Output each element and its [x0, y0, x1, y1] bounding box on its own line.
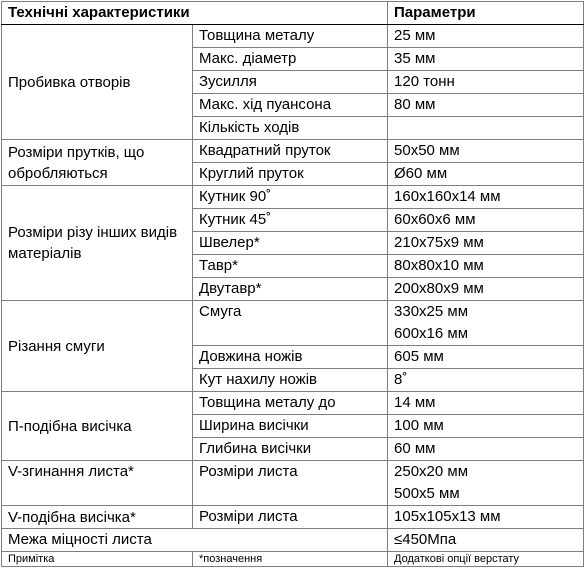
- param-name: Розміри листа: [193, 461, 388, 506]
- param-value: 14 мм: [388, 392, 584, 415]
- param-name: Кутник 90˚: [193, 186, 388, 209]
- param-value: Ø60 мм: [388, 163, 584, 186]
- group-label-u-notch: П-подібна висічка: [2, 392, 193, 461]
- param-value-line: 500x5 мм: [394, 485, 460, 502]
- param-name: Макс. діаметр: [193, 48, 388, 71]
- param-name: Двутавр*: [193, 278, 388, 301]
- table-row: [2, 461, 584, 506]
- table-header-row: [2, 2, 584, 25]
- param-value-line: 330x25 мм: [394, 303, 469, 320]
- group-label-bars: Розміри прутків, що обробляються: [2, 140, 193, 186]
- param-name: Кутник 45˚: [193, 209, 388, 232]
- param-name: Товщина металу: [193, 25, 388, 48]
- param-name: Смуга: [193, 301, 388, 346]
- param-name: Кут нахилу ножів: [193, 369, 388, 392]
- note-options: Додаткові опції верстату: [388, 552, 584, 567]
- header-parameters: Параметри: [388, 2, 584, 25]
- footer-note-row: [2, 552, 584, 567]
- param-value: 80x80x10 мм: [388, 255, 584, 278]
- param-name: Круглий пруток: [193, 163, 388, 186]
- param-value: 8˚: [388, 369, 584, 392]
- param-name: Макс. хід пуансона: [193, 94, 388, 117]
- param-value-line: 600x16 мм: [394, 325, 469, 342]
- param-value: 605 мм: [388, 346, 584, 369]
- table-row: [2, 392, 584, 415]
- table-row: [2, 529, 584, 552]
- param-value-line: 250x20 мм: [394, 463, 469, 480]
- param-value: [388, 117, 584, 140]
- param-name: Швелер*: [193, 232, 388, 255]
- table-row: [2, 140, 584, 163]
- group-label-profiles: Розміри різу інших видів матеріалів: [2, 186, 193, 301]
- param-value: ≤450Мпа: [388, 529, 584, 552]
- param-value: 160x160x14 мм: [388, 186, 584, 209]
- group-label-strip: Різання смуги: [2, 301, 193, 392]
- param-value: [388, 461, 584, 506]
- table-row: [2, 506, 584, 529]
- param-value: 105x105x13 мм: [388, 506, 584, 529]
- specs-table: [1, 1, 584, 567]
- param-name: Кількість ходів: [193, 117, 388, 140]
- param-value: 35 мм: [388, 48, 584, 71]
- note-mark: *позначення: [193, 552, 388, 567]
- param-name: Товщина металу до: [193, 392, 388, 415]
- group-label-v-bending: V-згинання листа*: [2, 461, 193, 506]
- table-row: [2, 25, 584, 48]
- param-name: Розміри листа: [193, 506, 388, 529]
- table-row: [2, 301, 584, 346]
- param-name: Ширина висічки: [193, 415, 388, 438]
- header-characteristics: Технічні характеристики: [2, 2, 388, 25]
- param-value: 80 мм: [388, 94, 584, 117]
- param-name: Зусилля: [193, 71, 388, 94]
- group-label-punching: Пробивка отворів: [2, 25, 193, 140]
- param-value: 50x50 мм: [388, 140, 584, 163]
- param-name: Глибина висічки: [193, 438, 388, 461]
- param-value: 60x60x6 мм: [388, 209, 584, 232]
- param-value: 100 мм: [388, 415, 584, 438]
- note-label: Примітка: [2, 552, 193, 567]
- group-label-v-notch: V-подібна висічка*: [2, 506, 193, 529]
- param-value: 210x75x9 мм: [388, 232, 584, 255]
- param-value: 120 тонн: [388, 71, 584, 94]
- table-row: [2, 186, 584, 209]
- param-value: 60 мм: [388, 438, 584, 461]
- param-value: 25 мм: [388, 25, 584, 48]
- param-name: Квадратний пруток: [193, 140, 388, 163]
- param-name: Тавр*: [193, 255, 388, 278]
- param-value: 200x80x9 мм: [388, 278, 584, 301]
- param-value: [388, 301, 584, 346]
- param-name: Довжина ножів: [193, 346, 388, 369]
- group-label-strength: Межа міцності листа: [2, 529, 388, 552]
